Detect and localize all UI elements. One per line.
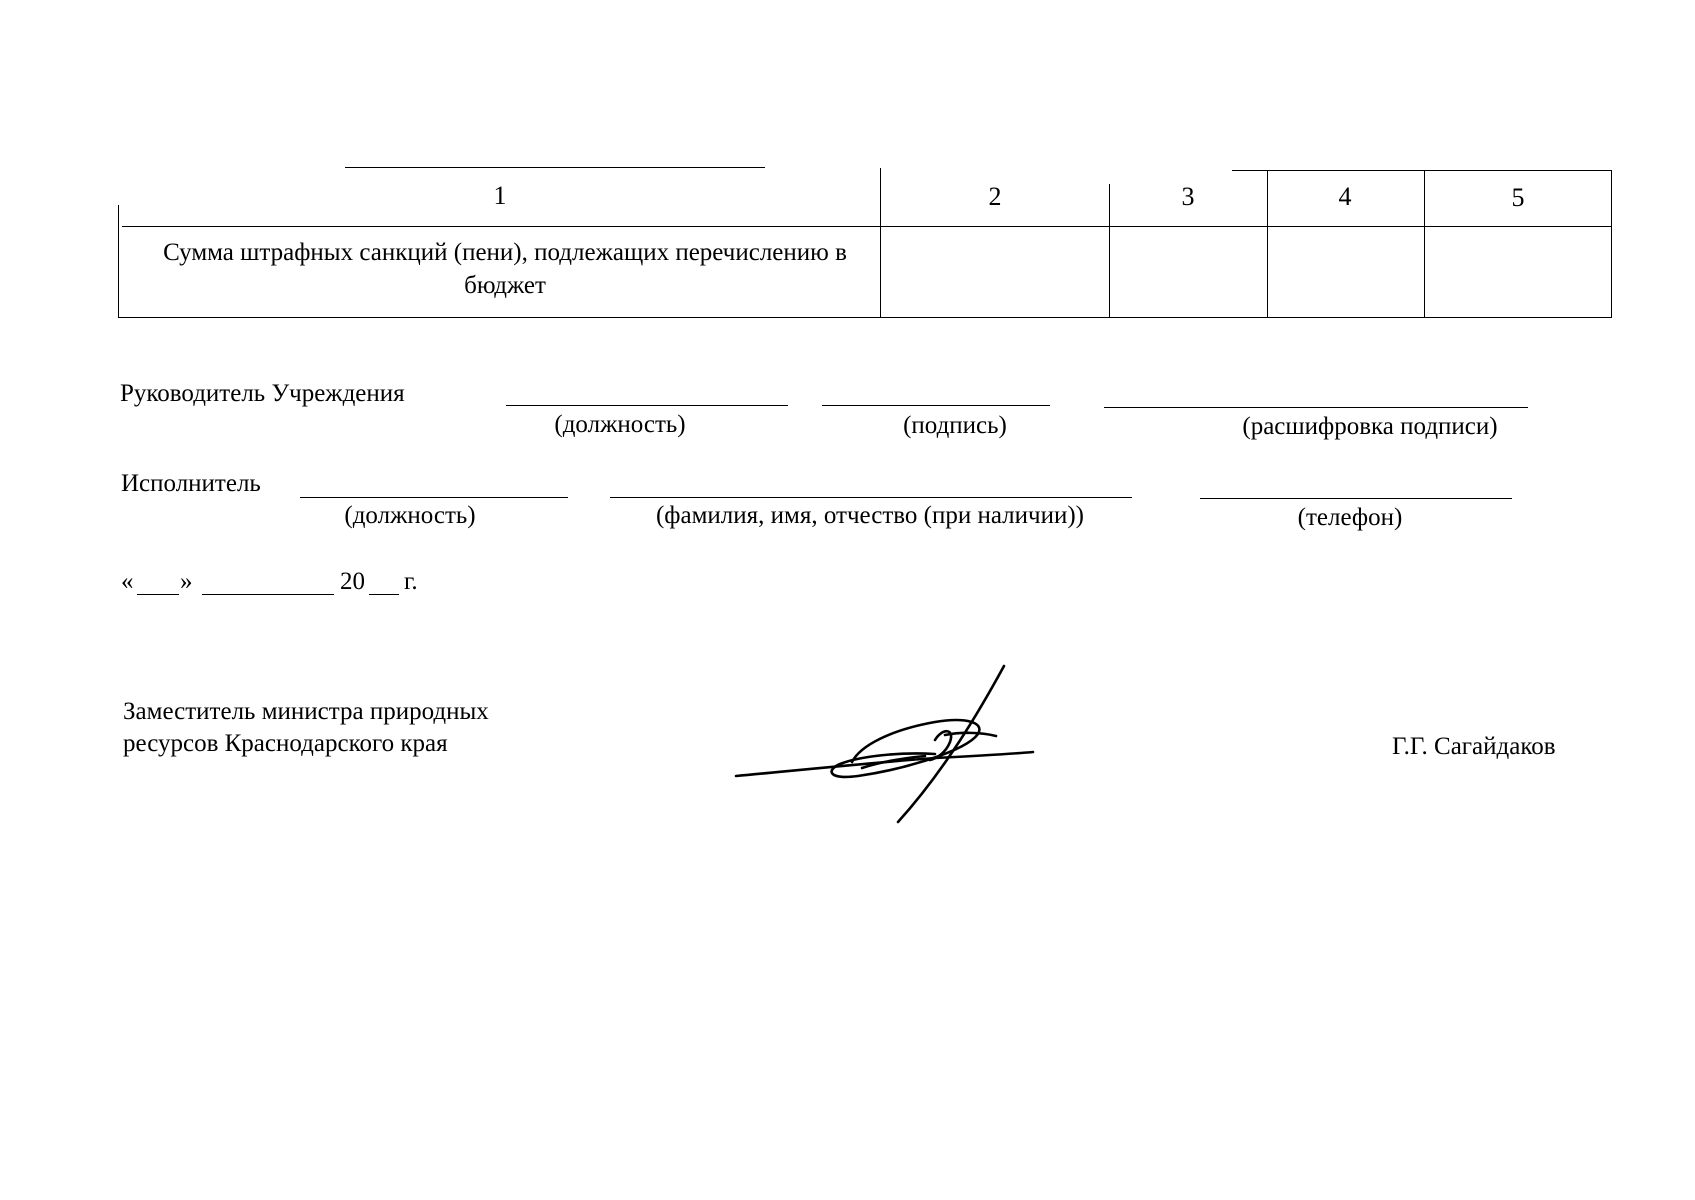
column-number-1: 1 — [493, 181, 507, 210]
executor-position-caption: (должность) — [344, 502, 476, 529]
column-number-4: 4 — [1338, 182, 1352, 211]
date-close-quote: » — [180, 568, 193, 595]
approval-title-line-2: ресурсов Краснодарского края — [123, 730, 448, 757]
signature-caption: (подпись) — [903, 412, 1007, 439]
position-caption: (должность) — [554, 411, 686, 438]
approval-title-line-1: Заместитель министра природных — [123, 698, 489, 725]
column-number-2: 2 — [988, 182, 1002, 211]
executor-name-caption: (фамилия, имя, отчество (при наличии)) — [655, 502, 1085, 529]
year-prefix: 20 — [340, 568, 365, 595]
head-label: Руководитель Учреждения — [120, 380, 405, 407]
table-row-label: Сумма штрафных санкций (пени), подлежащих перечислению в бюджет — [163, 239, 847, 299]
decoding-caption: (расшифровка подписи) — [1242, 413, 1498, 440]
date-open-quote: « — [121, 568, 134, 595]
column-number-3: 3 — [1181, 182, 1195, 211]
approval-signer-name: Г.Г. Сагайдаков — [1392, 733, 1556, 760]
column-number-5: 5 — [1511, 183, 1525, 212]
executor-label: Исполнитель — [121, 470, 261, 497]
executor-phone-caption: (телефон) — [1297, 504, 1403, 531]
year-suffix: г. — [404, 568, 418, 595]
